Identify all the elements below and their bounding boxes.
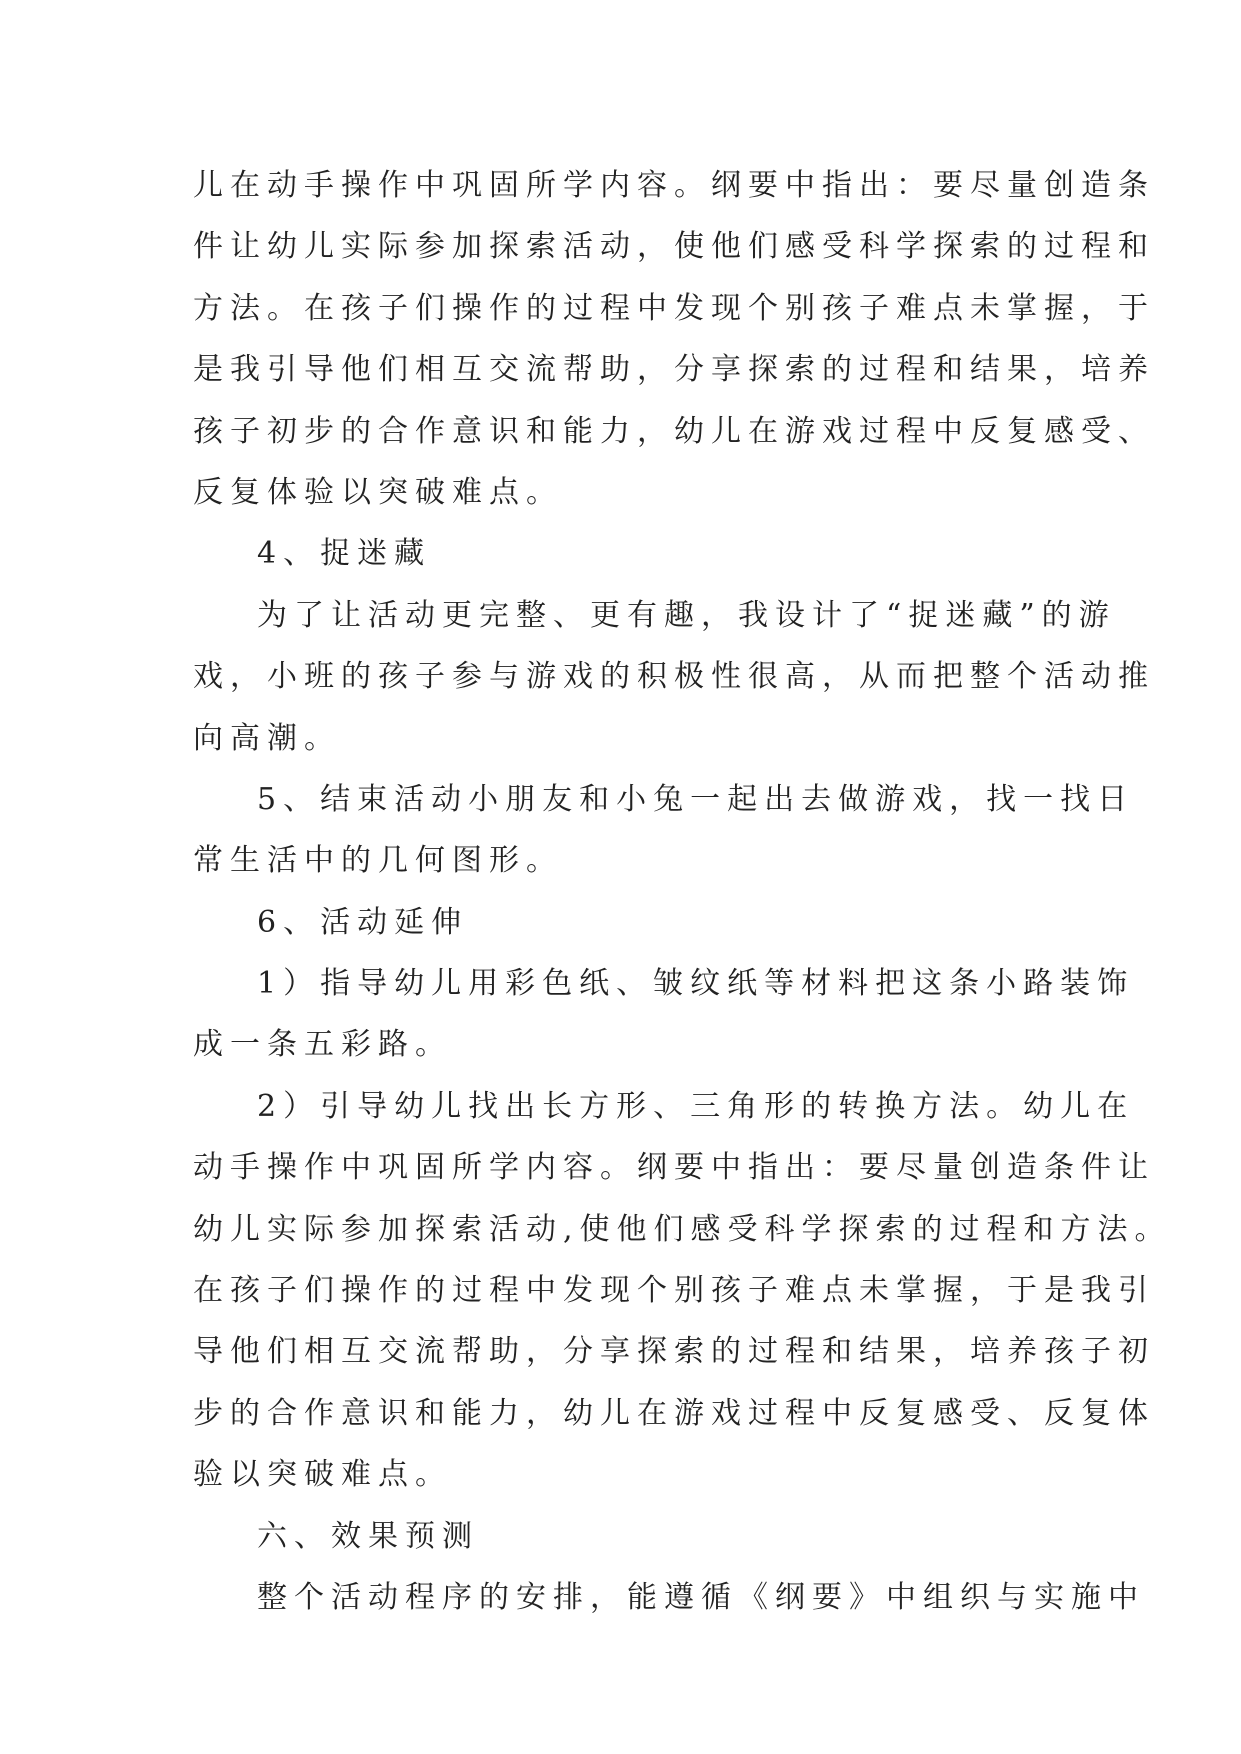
section-heading: 六、效果预测: [257, 1518, 479, 1554]
text-line: 为了让活动更完整、更有趣，我设计了“捉迷藏”的游: [257, 597, 1116, 633]
text-line: 步的合作意识和能力，幼儿在游戏过程中反复感受、反复体: [193, 1395, 1155, 1431]
text-line: 向高潮。: [193, 720, 341, 756]
text-line: 孩子初步的合作意识和能力，幼儿在游戏过程中反复感受、: [193, 413, 1155, 449]
text-line: 幼儿实际参加探索活动,使他们感受科学探索的过程和方法。: [193, 1211, 1172, 1247]
list-item: 1）指导幼儿用彩色纸、皱纹纸等材料把这条小路装饰: [257, 966, 1135, 1002]
section-heading: 5、结束活动小朋友和小兔一起出去做游戏，找一找日: [257, 781, 1135, 817]
text-line: 件让幼儿实际参加探索活动，使他们感受科学探索的过程和: [193, 229, 1155, 265]
text-line: 整个活动程序的安排，能遵循《纲要》中组织与实施中: [257, 1579, 1145, 1615]
text-line: 在孩子们操作的过程中发现个别孩子难点未掌握，于是我引: [193, 1273, 1155, 1309]
text-line: 儿在动手操作中巩固所学内容。纲要中指出：要尽量创造条: [193, 168, 1155, 203]
list-item: 2）引导幼儿找出长方形、三角形的转换方法。幼儿在: [257, 1088, 1135, 1124]
text-line: 验以突破难点。: [193, 1457, 452, 1493]
text-line: 导他们相互交流帮助，分享探索的过程和结果，培养孩子初: [193, 1334, 1155, 1370]
section-heading: 6、活动延伸: [257, 904, 469, 940]
text-line: 动手操作中巩固所学内容。纲要中指出：要尽量创造条件让: [193, 1150, 1155, 1186]
section-heading: 4、捉迷藏: [257, 536, 432, 572]
text-line: 成一条五彩路。: [193, 1027, 452, 1063]
text-line: 是我引导他们相互交流帮助，分享探索的过程和结果，培养: [193, 352, 1155, 388]
text-line: 常生活中的几何图形。: [193, 843, 563, 879]
text-line: 戏，小班的孩子参与游戏的积极性很高，从而把整个活动推: [193, 659, 1155, 695]
text-line: 方法。在孩子们操作的过程中发现个别孩子难点未掌握，于: [193, 290, 1155, 326]
text-line: 反复体验以突破难点。: [193, 474, 563, 510]
document-body: [193, 155, 1172, 1628]
